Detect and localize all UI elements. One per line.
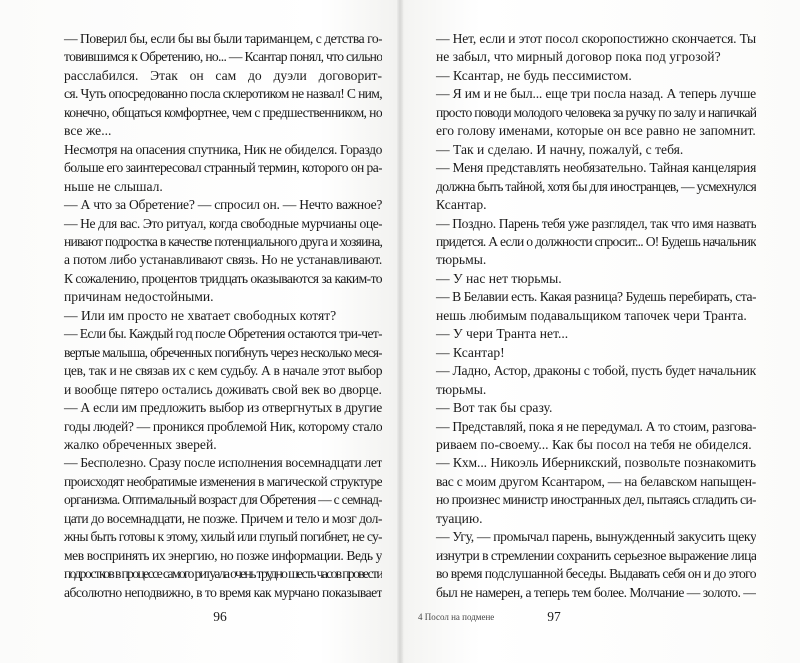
text-line: его голову именами, которые он все равно не запомнит. [436,123,756,139]
text-line: — Если бы. Каждый год после Обретения остаются три-чет- [64,326,382,342]
text-line: — Поверил бы, если бы вы были тариманцем, с детства го- [64,31,382,46]
text-line: — Угу, — промычал парень, вынужденный закусить щеку [436,529,756,545]
text-line: нивают подростка в качестве потенциального друга и хозяина, [64,233,382,249]
text-line: ся. Чуть опосредованно посла склеротиком не назвал! С ним, [64,86,382,102]
text-line: подростков в процессе самого ритуала очень трудно шесть часов провести [64,566,382,582]
text-line: но произнес министр иностранных дел, пытаясь сгладить си- [436,492,756,508]
text-line [46,602,382,605]
text-line: причинам недостойными. [64,289,214,305]
text-line: расслабился. Этак он сам до дуэли договорит- [64,67,382,83]
left-page-text [46,30,382,605]
text-line: все же... [64,123,112,139]
text-line: цати до восемнадцати, не позже. Причем и тело и мозг дол- [64,510,382,526]
text-line: — Представляй, пока я не передумал. А то стоим, разгова- [436,418,756,434]
text-line: жалко обреченных зверей. [64,436,217,452]
text-line: конечно, общаться комфортнее, чем с предшественником, но [64,104,382,120]
text-line: жны быть готовы к этому, хилый или глупый погибнет, не су- [64,529,382,545]
text-line: — Не для вас. Это ритуал, когда свободные мурчианы оце- [64,215,382,231]
text-line: тюрьмы. [436,252,487,268]
text-line: — Ксантар! [436,344,505,360]
text-line: происходят необратимые изменения в магической структуре [64,473,382,489]
text-line: не забыл, что мирный договор пока под угрозой? [436,49,721,65]
text-line: товившимся к Обретению, но... — Ксантар понял, что сильно [64,49,382,65]
running-footer: 4 Посол на подмене [418,612,495,622]
text-line: — Нет, если и этот посол скоропостижно скончается. Ты [436,31,756,46]
text-line: цев, так и не связав их с кем судьбу. А в начале этот выбор [64,363,382,379]
text-line: организма. Оптимальный возраст для Обретения — с семнад- [64,492,382,508]
text-line: — Так и сделаю. И начну, пожалуй, с тебя. [436,141,684,157]
book-gutter [397,0,403,663]
text-line: придется. А если о должности спросит... О! Будешь начальник [436,233,756,249]
text-line: — А если им предложить выбор из отвергнутых в другие [64,400,382,416]
text-line: риваем по-своему... Как бы посол на тебя не обиделся. [436,436,752,452]
text-line [418,602,756,605]
text-line: Ксантар. [436,197,487,213]
text-line: — Бесполезно. Сразу после исполнения восемнадцати лет [64,455,382,471]
text-line: больше его заинтересовал странный термин, которого он ра- [64,160,382,176]
right-page-number: 97 [547,609,561,624]
text-line: и вообще пятеро остались доживать свой век во дворце. [64,381,382,397]
text-line: должна быть тайной, хотя бы для иностранцев, — усмехнулся [436,178,756,194]
text-line: — А что за Обретение? — спросил он. — Нечто важное? [64,197,382,213]
left-page [46,30,382,605]
text-line: К сожалению, процентов тридцать оказываются за каким-то [64,270,382,286]
text-line: — Поздно. Парень тебя уже разглядел, так что имя назвать [436,215,756,231]
text-line: — У чери Транта нет... [436,326,569,342]
text-line: — Меня представлять необязательно. Тайная канцелярия [436,160,756,176]
text-line: мев воспринять их энергию, но позже информации. Ведь у [64,547,382,563]
text-line: — В Белавии есть. Какая разница? Будешь перебирать, ста- [436,289,756,305]
text-line: был не намерен, а теперь тем более. Молчание — золото. — [436,584,756,600]
right-page-text [418,30,756,605]
text-line: годы людей? — проникся проблемой Ник, которому стало [64,418,382,434]
left-page-number: 96 [213,609,227,624]
text-line: тюрьмы. [436,381,487,397]
text-line: — Ксантар, не будь пессимистом. [436,67,632,83]
right-page [418,30,756,605]
text-line: во время подслушанной беседы. Выдавать себя он и до этого [436,566,756,582]
text-line: ньше не слышал. [64,178,163,194]
text-line: нешь любимым подавальщиком тапочек чери Транта. [436,307,747,323]
text-line: просто поводи молодого человека за ручку по залу и напичкай [436,104,756,120]
text-line: — У нас нет тюрьмы. [436,270,562,286]
text-line: вертые малыша, обреченных погибнуть через несколько меся- [64,344,382,360]
text-line: абсолютно неподвижно, в то время как мурчано показывает [64,584,382,600]
text-line: — Или им просто не хватает свободных котят? [64,307,337,323]
text-line: — Я им и не был... еще три посла назад. А теперь лучше [436,86,756,102]
text-line: изнутри в стремлении сохранить серьезное выражение лица [436,547,756,563]
text-line: вас с моим другом Ксантаром, — на белавском напыщен- [436,473,756,489]
text-line: а потом либо устанавливают связь. Но не устанавливают. [64,252,382,268]
text-line: — Кхм... Никоэль Иберникский, позвольте познакомить [436,455,756,471]
text-line: Несмотря на опасения спутника, Ник не обиделся. Гораздо [64,141,382,157]
text-line: — Вот так бы сразу. [436,400,553,416]
text-line: — Ладно, Астор, драконы с тобой, пусть будет начальник [436,363,756,379]
text-line: туацию. [436,510,483,526]
